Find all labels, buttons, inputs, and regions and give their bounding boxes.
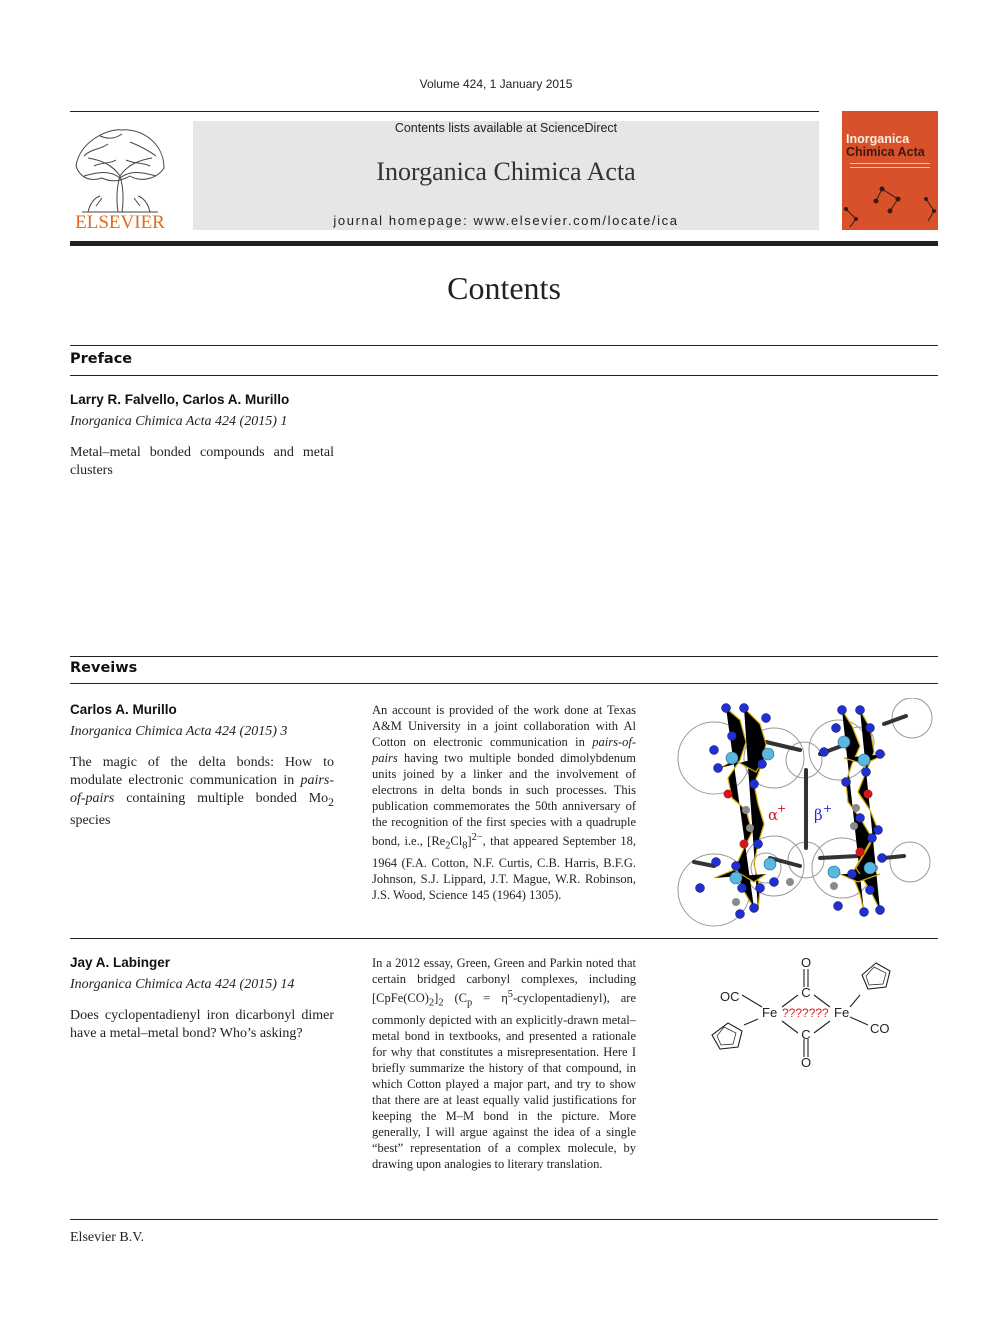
abstract-subscript: 2 bbox=[445, 840, 451, 852]
oc-ligand-label: OC bbox=[720, 989, 740, 1004]
journal-homepage[interactable]: journal homepage: www.elsevier.com/locate/ica bbox=[333, 213, 679, 228]
article-title[interactable] bbox=[70, 754, 334, 830]
abstract-text: An account is provided of the work done at Texas A&M University in a joint collaboration with Al Cotton on electronic communication in bbox=[372, 703, 636, 749]
beta-charge: + bbox=[823, 802, 833, 815]
cover-title bbox=[846, 133, 936, 159]
article-title[interactable]: Does cyclopentadienyl iron dicarbonyl dimer have a metal–metal bond? Who’s asking? bbox=[70, 1008, 334, 1041]
preface-top-rule bbox=[70, 345, 938, 346]
title-text: species bbox=[70, 812, 111, 828]
title-subscript: 2 bbox=[328, 795, 334, 809]
abstract-subscript: 2 bbox=[438, 997, 444, 1009]
header-top-rule bbox=[70, 111, 819, 112]
cover-title-line2: Chimica Acta bbox=[846, 145, 925, 159]
journal-cover bbox=[842, 111, 938, 230]
carbon-top-label: C bbox=[801, 985, 811, 1000]
abstract-text: -cyclopentadienyl), are commonly depicted with an explicitly-drawn metal–metal bond in textbooks, and presented a rationale for why that constitutes a misrepresentation. Here I briefly summarize the history of that compound, in which Cotton played a major part, and try to show that there are at least equally valid justifications for keeping the M–M bond in the picture. More generally, I will argue against the idea of a single “best” representation of a complex molecule, by drawing upon analogies to literary translation. bbox=[372, 991, 636, 1171]
article-authors: Larry R. Falvello, Carlos A. Murillo bbox=[70, 392, 290, 407]
cover-subtitle-rule bbox=[850, 163, 930, 168]
fe-right-label: Fe bbox=[834, 1005, 850, 1020]
page-title: Contents bbox=[447, 270, 561, 306]
abstract-text: (C bbox=[443, 991, 467, 1006]
reviews-bottom-rule bbox=[70, 683, 938, 684]
co-ligand-label: CO bbox=[870, 1021, 890, 1036]
disputed-metal-bond-label: ??????? bbox=[782, 1006, 829, 1020]
article-authors: Jay A. Labinger bbox=[70, 955, 171, 970]
oxygen-top-label: O bbox=[800, 955, 812, 970]
article-citation[interactable]: Inorganica Chimica Acta 424 (2015) 1 bbox=[70, 414, 288, 429]
article-authors: Carlos A. Murillo bbox=[70, 702, 177, 717]
article-abstract bbox=[372, 955, 636, 1172]
cover-molecule-icon bbox=[842, 169, 938, 230]
article-separator-rule bbox=[70, 938, 938, 939]
article-abstract bbox=[372, 702, 636, 903]
sciencedirect-availability: Contents lists available at ScienceDirect bbox=[394, 121, 618, 135]
footer-publisher: Elsevier B.V. bbox=[70, 1230, 145, 1245]
section-heading-reviews: Reveiws bbox=[70, 660, 138, 676]
abstract-text: having two multiple bonded dimolybdenum units joined by a linker and the involvement of electrons in delta bonds in such processes. This publication commemorates the 50th anniversary of the recognition of the first species with a quadruple bond, i.e., [Re bbox=[372, 751, 636, 849]
abstract-subscript: 8 bbox=[462, 840, 468, 852]
title-emphasis: pairs-of-pairs bbox=[70, 773, 334, 806]
abstract-superscript: 5 bbox=[507, 989, 513, 1000]
article-citation[interactable]: Inorganica Chimica Acta 424 (2015) 3 bbox=[70, 724, 288, 739]
header-thick-rule bbox=[70, 241, 938, 246]
abstract-text: Cl bbox=[450, 834, 463, 849]
fe-left-label: Fe bbox=[762, 1005, 778, 1020]
article-title[interactable]: Metal–metal bonded compounds and metal clusters bbox=[70, 445, 334, 478]
abstract-text: = η bbox=[472, 991, 508, 1006]
alpha-label: α bbox=[768, 806, 779, 824]
abstract-emphasis: pairs-of-pairs bbox=[372, 735, 636, 765]
abstract-subscript: 2 bbox=[428, 997, 435, 1009]
abstract-text: ] bbox=[434, 991, 439, 1006]
reviews-top-rule bbox=[70, 656, 938, 657]
beta-label: β bbox=[814, 806, 823, 824]
abstract-text: , that appeared September 18, 1964 (F.A. Cotton, N.F. Curtis, C.B. Harris, B.F.G. Johnson, S.J. Lippard, J.T. Mague, W.R. Robinson, J.S. Wood, Science 145 (1964) 1305). bbox=[372, 834, 636, 902]
footer-rule bbox=[70, 1219, 938, 1220]
abstract-subscript: p bbox=[467, 997, 473, 1009]
article-citation[interactable]: Inorganica Chimica Acta 424 (2015) 14 bbox=[70, 977, 295, 992]
volume-info: Volume 424, 1 January 2015 bbox=[419, 77, 573, 91]
abstract-superscript: 2− bbox=[471, 832, 483, 843]
mo2-pairs-structure-graphic bbox=[674, 698, 936, 928]
preface-bottom-rule bbox=[70, 375, 938, 376]
oxygen-bottom-label: O bbox=[800, 1055, 812, 1070]
journal-banner bbox=[193, 121, 819, 230]
section-heading-preface: Preface bbox=[70, 351, 133, 367]
cover-title-line1: Inorganica bbox=[846, 132, 910, 146]
alpha-charge: + bbox=[777, 802, 787, 815]
abstract-text: In a 2012 essay, Green, Green and Parkin noted that certain bridged carbonyl complexes, including [CpFe(CO) bbox=[372, 956, 636, 1006]
abstract-text: ] bbox=[467, 834, 472, 849]
journal-title: Inorganica Chimica Acta bbox=[376, 157, 636, 186]
title-text: containing multiple bonded Mo bbox=[114, 791, 329, 806]
cpfe-co-dimer-structure-graphic bbox=[700, 955, 900, 1075]
elsevier-wordmark: ELSEVIER bbox=[75, 212, 165, 232]
elsevier-logo bbox=[70, 120, 170, 232]
elsevier-tree-icon bbox=[70, 120, 170, 232]
carbon-bottom-label: C bbox=[801, 1027, 811, 1042]
title-text: The magic of the delta bonds: How to modulate electronic communication in bbox=[70, 755, 334, 788]
